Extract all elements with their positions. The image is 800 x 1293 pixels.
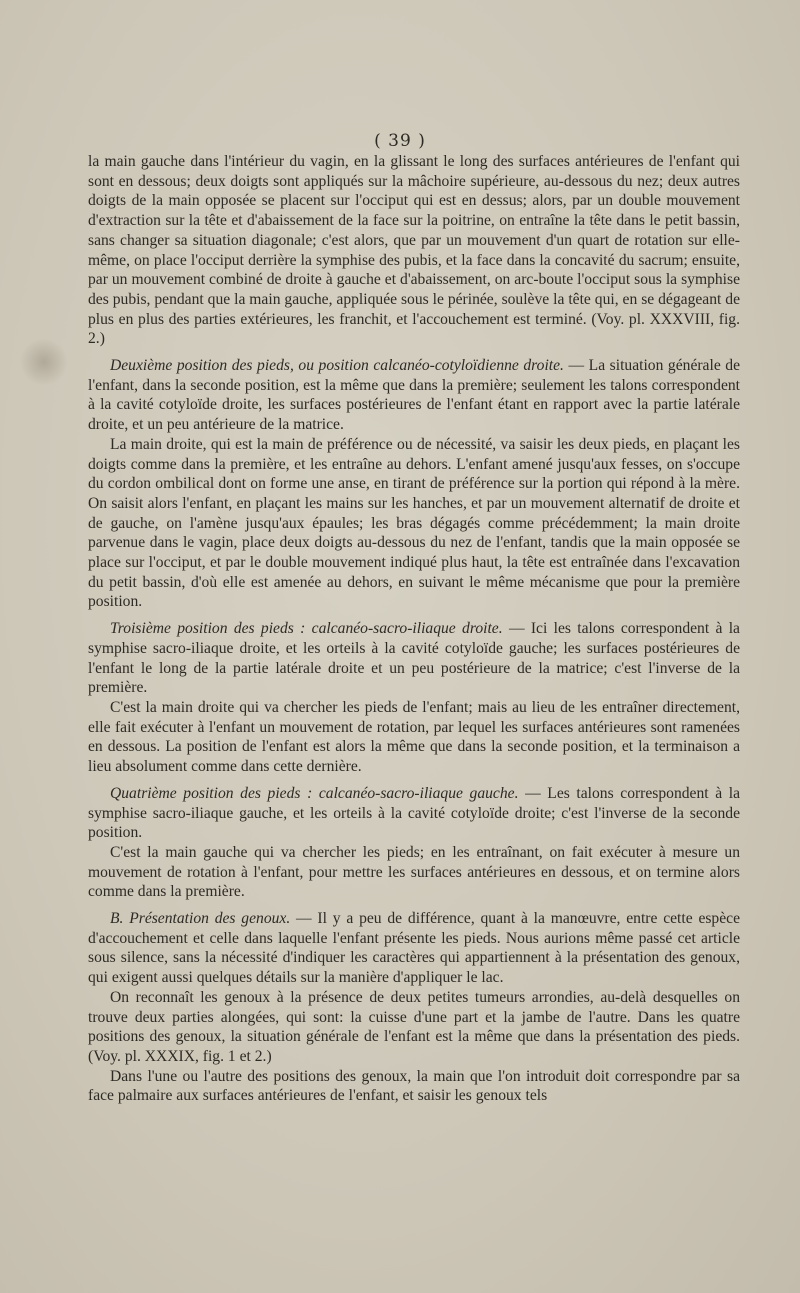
- paragraph-8: B. Présentation des genoux. — Il y a peu de différence, quant à la manœuvre, entre cette espèce d'accouchement et celle dans laquelle l'enfant présente les pieds. Nous aurions même passé cet article sous silence, sans la nécessité d'indiquer les caractères qui appartiennent à la présentation des genoux, qui exigent aussi quelques détails sur la manière d'appliquer le lac.: [88, 910, 740, 987]
- paragraph-7: C'est la main gauche qui va chercher les pieds; en les entraînant, on fait exécuter à mesure un mouvement de rotation à l'enfant, pour mettre les surfaces antérieures en dessous, et on termine alors comme dans la première.: [88, 843, 740, 901]
- paragraph-6: Quatrième position des pieds : calcanéo-sacro-iliaque gauche. — Les talons correspondent à la symphise sacro-iliaque gauche, et les orteils à la cavité cotyloïde droite; c'est l'inverse de la seconde position.: [88, 784, 740, 842]
- paragraph-9: On reconnaît les genoux à la présence de deux petites tumeurs arrondies, au-delà desquelles on trouve deux parties alongées, qui sont: la cuisse d'une part et la jambe de l'autre. Dans les quatre positions des genoux, la situation générale de l'enfant est la même que dans la présentation des pieds. (Voy. pl. XXXIX, fig. 1 et 2.): [88, 988, 740, 1065]
- paragraph-1: la main gauche dans l'intérieur du vagin, en la glissant le long des surfaces antérieures de l'enfant qui sont en dessous; deux doigts sont appliqués sur la mâchoire supérieure, au-dessous du nez; deux autres doigts de la main opposée se placent sur l'occiput qui est en dessus; alors, par un double mouvement d'extraction sur la tête et d'abaissement de la face sur la poitrine, on entraîne la tête dans le petit bassin, sans changer sa situation diagonale; c'est alors, que par un mouvement d'un quart de rotation sur elle-même, on place l'occiput derrière la symphise des pubis, et la face dans la concavité du sacrum; ensuite, par un mouvement combiné de droite à gauche et d'abaissement, on arc-boute l'occiput sous la symphise des pubis, pendant que la main gauche, appliquée sous le périnée, soulève la tête qui, en se dégageant de plus en plus des parties extérieures, les franchit, et l'accouchement est terminé. (Voy. pl. XXXVIII, fig. 2.): [88, 153, 740, 348]
- paragraph-4: Troisième position des pieds : calcanéo-sacro-iliaque droite. — Ici les talons correspondent à la symphise sacro-iliaque droite, et les orteils à la cavité cotyloïde gauche; les surfaces postérieures de l'enfant le long de la partie latérale droite et un peu postérieure de la matrice; c'est l'inverse de la première.: [88, 620, 740, 697]
- paragraph-2: Deuxième position des pieds, ou position calcanéo-cotyloïdienne droite. — La situation générale de l'enfant, dans la seconde position, est la même que dans la première; seulement les talons correspondent à la cavité cotyloïde droite, les surfaces postérieures de l'enfant étant en rapport avec la partie latérale droite, et un peu antérieure de la matrice.: [88, 357, 741, 434]
- paper-stain: [20, 338, 68, 386]
- paragraph-5: C'est la main droite qui va chercher les pieds de l'enfant; mais au lieu de les entraîner directement, elle fait exécuter à l'enfant un mouvement de rotation, par lequel les surfaces antérieures sont ramenées en dessous. La position de l'enfant est alors la même que dans la seconde position, et la terminaison a lieu absolument comme dans cette dernière.: [88, 698, 740, 776]
- page-number: ( 39 ): [374, 131, 426, 151]
- section-heading: Troisième position des pieds : calcanéo-sacro-iliaque droite.: [110, 620, 503, 638]
- page-text: [88, 152, 740, 1106]
- paragraph-10: Dans l'une ou l'autre des positions des genoux, la main que l'on introduit doit correspondre par sa face palmaire aux surfaces antérieures de l'enfant, et saisir les genoux tels: [88, 1067, 740, 1105]
- section-heading: Quatrième position des pieds : calcanéo-sacro-iliaque gauche.: [110, 784, 519, 802]
- section-heading: B. Présentation des genoux.: [110, 910, 291, 928]
- paragraph-3: La main droite, qui est la main de préférence ou de nécessité, va saisir les deux pieds, en plaçant les doigts comme dans la première, et les entraîne au dehors. L'enfant amené jusqu'aux fesses, on s'occupe du cordon ombilical dont on forme une anse, en tirant de préférence sur la portion qui répond à la mère. On saisit alors l'enfant, en plaçant les mains sur les hanches, et par un mouvement alternatif de droite et de gauche, on l'amène jusqu'aux épaules; les bras dégagés comme précédemment; la main droite parvenue dans le vagin, place deux doigts au-dessous du nez de l'enfant, tandis que la main opposée se place sur l'occiput, et par le double mouvement indiqué plus haut, la tête est entraînée dans l'excavation du petit bassin, d'où elle est amenée au dehors, en suivant le même mécanisme que pour la première position.: [88, 435, 740, 611]
- section-heading: Deuxième position des pieds, ou position calcanéo-cotyloïdienne droite.: [110, 357, 564, 375]
